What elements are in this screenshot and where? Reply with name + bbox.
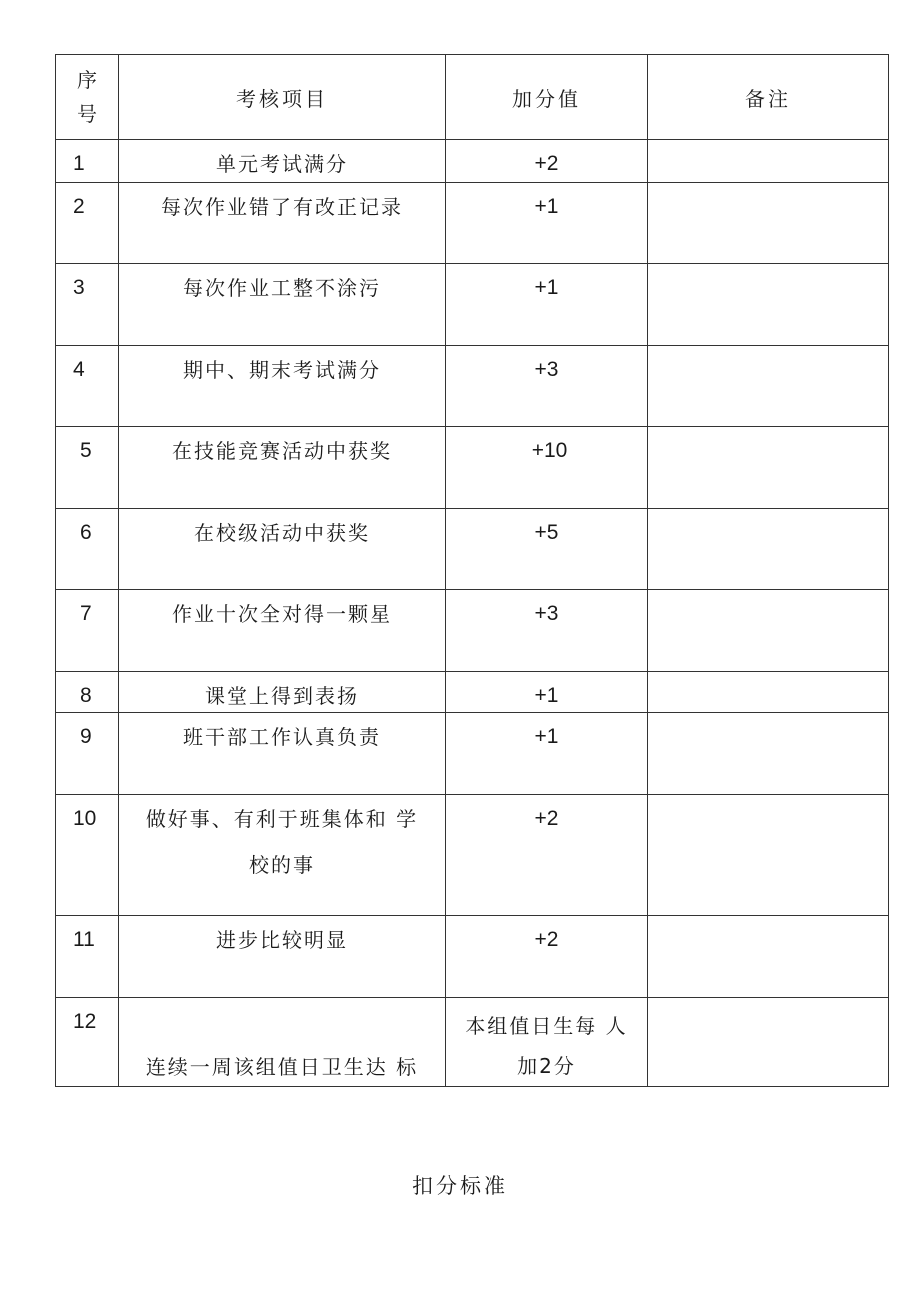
header-no-line2: 号 (77, 102, 97, 126)
row-item (119, 795, 446, 916)
header-item: 考核项目 (119, 55, 446, 140)
row-no: 11 (56, 916, 119, 998)
row-value: +1 (446, 713, 648, 795)
row-no: 10 (56, 795, 119, 916)
deduction-standard-title: 扣分标准 (412, 1174, 508, 1198)
row-note (648, 183, 889, 264)
table-row (56, 346, 889, 427)
row-item: 在校级活动中获奖 (119, 509, 446, 590)
row-no: 2 (56, 183, 119, 264)
row-value: +3 (446, 590, 648, 672)
row-value-line2: 加2分 (517, 1054, 576, 1078)
row-item: 班干部工作认真负责 (119, 713, 446, 795)
row-item: 期中、期末考试满分 (119, 346, 446, 427)
row-item: 课堂上得到表扬 (119, 672, 446, 713)
table-row (56, 795, 889, 916)
row-note (648, 346, 889, 427)
row-no: 5 (56, 427, 119, 509)
table-row (56, 264, 889, 346)
table-row (56, 916, 889, 998)
row-item: 每次作业错了有改正记录 (119, 183, 446, 264)
table-row (56, 713, 889, 795)
header-no-line1: 序 (77, 68, 97, 92)
row-value: +2 (446, 916, 648, 998)
table-row (56, 590, 889, 672)
table-row (56, 672, 889, 713)
table-row (56, 427, 889, 509)
row-item-line2: 校的事 (249, 853, 315, 877)
row-item: 单元考试满分 (119, 140, 446, 183)
row-note (648, 916, 889, 998)
row-no: 6 (56, 509, 119, 590)
row-item-line1: 做好事、有利于班集体和 学 (145, 807, 419, 831)
row-item: 每次作业工整不涂污 (119, 264, 446, 346)
row-item: 连续一周该组值日卫生达 标 (119, 998, 446, 1087)
row-note (648, 998, 889, 1087)
row-note (648, 427, 889, 509)
table-row (56, 183, 889, 264)
table-row (56, 509, 889, 590)
row-note (648, 509, 889, 590)
row-no: 8 (56, 672, 119, 713)
bonus-criteria-table (55, 54, 889, 1087)
row-note (648, 713, 889, 795)
row-value: +5 (446, 509, 648, 590)
row-value: +1 (446, 183, 648, 264)
row-no: 4 (56, 346, 119, 427)
row-item: 作业十次全对得一颗星 (119, 590, 446, 672)
header-value: 加分值 (446, 55, 648, 140)
row-item: 在技能竞赛活动中获奖 (119, 427, 446, 509)
row-note (648, 795, 889, 916)
row-no: 3 (56, 264, 119, 346)
row-no: 7 (56, 590, 119, 672)
row-value: +2 (446, 140, 648, 183)
row-value: +2 (446, 795, 648, 916)
row-value: +10 (446, 427, 648, 509)
row-note (648, 264, 889, 346)
header-note: 备注 (648, 55, 889, 140)
table-header-row (56, 55, 889, 140)
row-note (648, 140, 889, 183)
row-value: +3 (446, 346, 648, 427)
row-value (446, 998, 648, 1087)
row-note (648, 590, 889, 672)
row-no: 1 (56, 140, 119, 183)
row-value: +1 (446, 264, 648, 346)
row-no: 9 (56, 713, 119, 795)
table-row (56, 998, 889, 1087)
header-no (56, 55, 119, 140)
row-note (648, 672, 889, 713)
row-no: 12 (56, 998, 119, 1087)
table-row (56, 140, 889, 183)
row-value: +1 (446, 672, 648, 713)
row-value-line1: 本组值日生每 人 (465, 1014, 628, 1038)
row-item: 进步比较明显 (119, 916, 446, 998)
